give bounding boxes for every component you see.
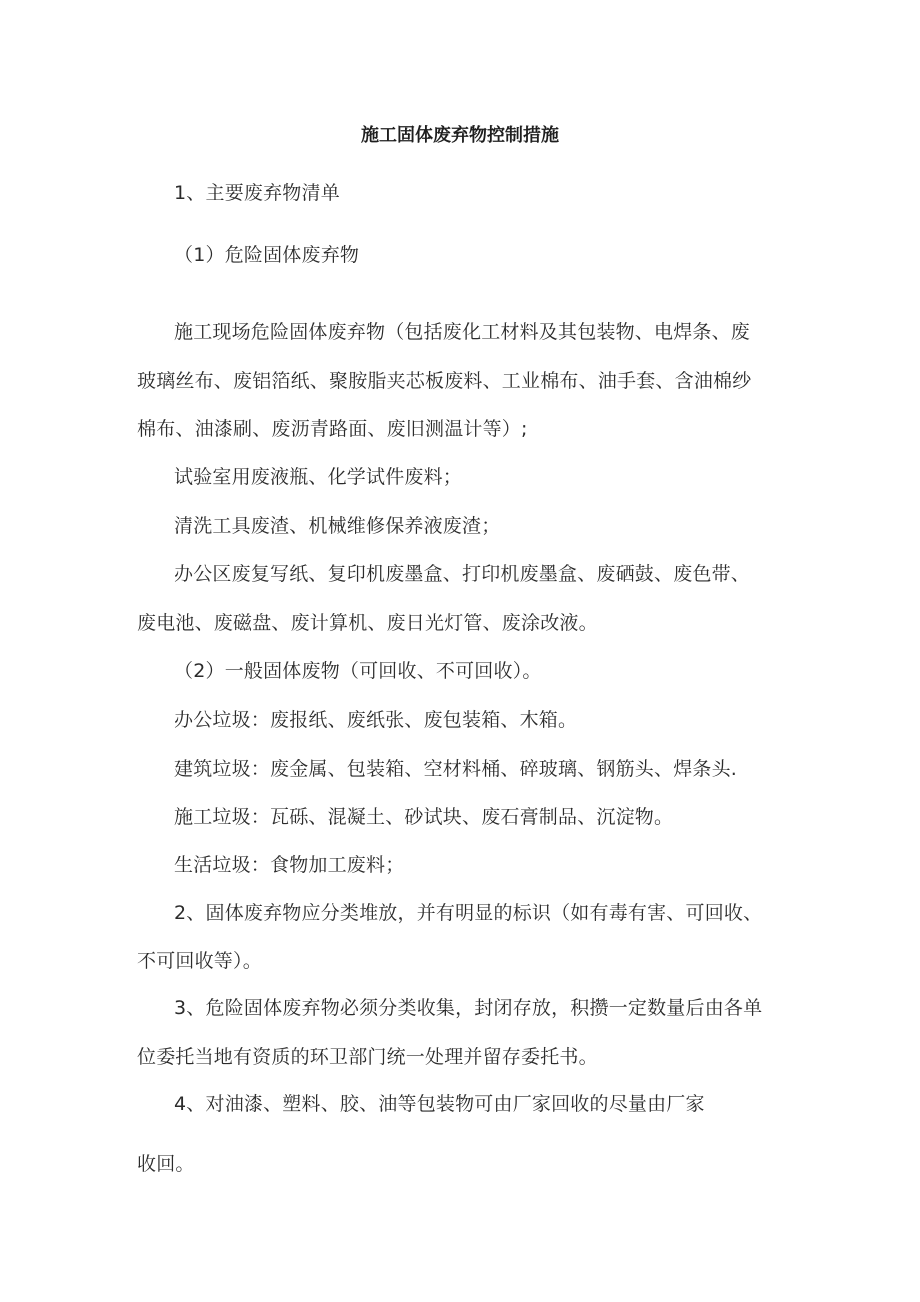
section-heading-1: 1、主要废弃物清单 xyxy=(174,182,340,204)
paragraph-line: 收回。 xyxy=(137,1153,195,1175)
subsection-heading-1: （1）危险固体废弃物 xyxy=(174,244,360,266)
paragraph-line: 不可回收等）。 xyxy=(137,950,262,972)
paragraph-line: 建筑垃圾：废金属、包装箱、空材料桶、碎玻璃、钢筋头、焊条头. xyxy=(174,758,738,780)
paragraph-line: 试验室用废液瓶、化学试件废料； xyxy=(174,466,463,488)
section-heading-3: 3、危险固体废弃物必须分类收集，封闭存放，积攒一定数量后由各单 xyxy=(174,997,763,1019)
paragraph-line: 玻璃丝布、废铝箔纸、聚胺脂夹芯板废料、工业棉布、油手套、含油棉纱 xyxy=(137,370,752,392)
section-heading-2: 2、固体废弃物应分类堆放，并有明显的标识（如有毒有害、可回收、 xyxy=(174,902,763,924)
subsection-heading-2: （2）一般固体废物（可回收、不可回收）。 xyxy=(174,660,542,682)
paragraph-line: 施工垃圾：瓦砾、混凝土、砂试块、废石膏制品、沉淀物。 xyxy=(174,806,674,828)
paragraph-line: 施工现场危险固体废弃物（包括废化工材料及其包装物、电焊条、废 xyxy=(174,321,751,343)
paragraph-line: 废电池、废磁盘、废计算机、废日光灯管、废涂改液。 xyxy=(137,612,598,634)
paragraph-line: 办公垃圾：废报纸、废纸张、废包装箱、木箱。 xyxy=(174,709,578,731)
page-title: 施工固体废弃物控制措施 xyxy=(361,125,559,146)
paragraph-line: 办公区废复写纸、复印机废墨盒、打印机废墨盒、废硒鼓、废色带、 xyxy=(174,563,751,585)
paragraph-line: 棉布、油漆刷、废沥青路面、废旧测温计等）; xyxy=(137,418,528,440)
paragraph-line: 生活垃圾：食物加工废料； xyxy=(174,854,405,876)
paragraph-line: 清洗工具废渣、机械维修保养液废渣； xyxy=(174,515,501,537)
section-heading-4: 4、对油漆、塑料、胶、油等包装物可由厂家回收的尽量由厂家 xyxy=(174,1093,705,1115)
paragraph-line: 位委托当地有资质的环卫部门统一处理并留存委托书。 xyxy=(137,1046,598,1068)
